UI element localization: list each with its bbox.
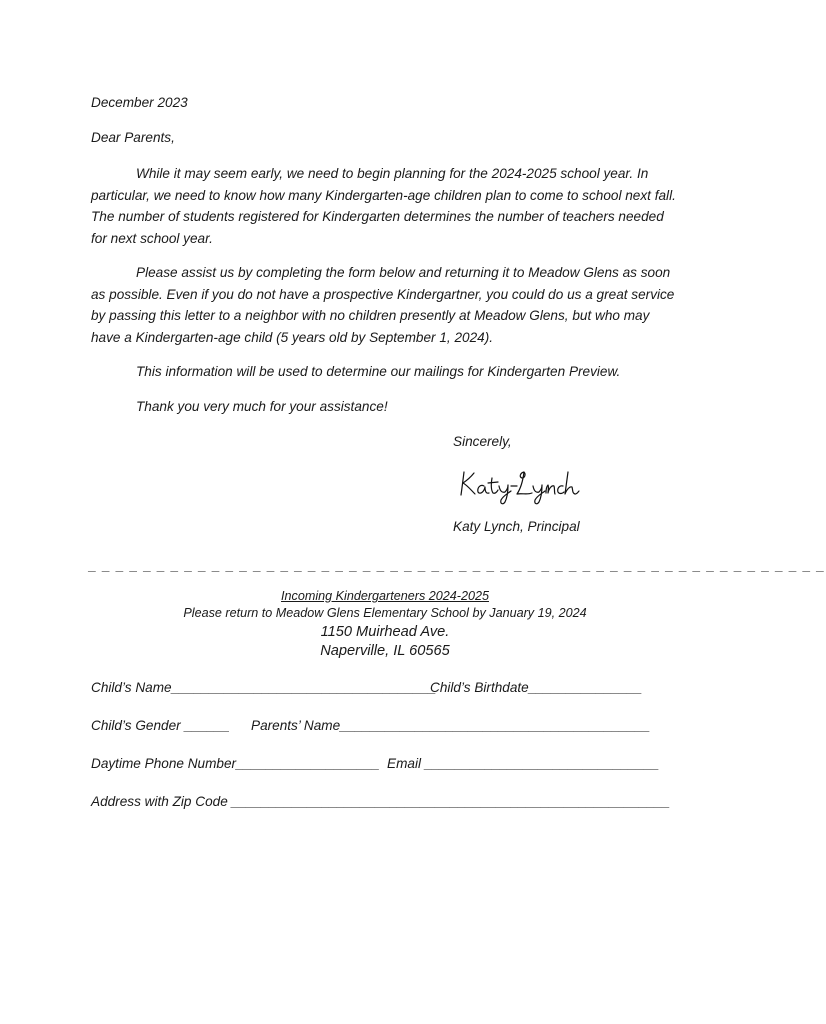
signature-image [457, 464, 582, 506]
school-address-street: 1150 Muirhead Ave. [320, 624, 450, 640]
letter-date: December 2023 [91, 95, 188, 110]
body-paragraph-3: This information will be used to determine our mailings for Kindergarten Preview. [136, 364, 621, 379]
salutation: Dear Parents, [91, 130, 175, 145]
school-address-city: Naperville, IL 60565 [320, 643, 450, 659]
cut-line: _ _ _ _ _ _ _ _ _ _ _ _ _ _ _ _ _ _ _ _ _ _ _ _ _ _ _ _ _ _ _ _ _ _ _ _ _ _ _ _ _ _ _ _ _ _ _ _ _ _ _ _ _ _ [89, 558, 826, 573]
body-paragraph-2: Please assist us by completing the form below and returning it to Meadow Glens as soon as possible. Even if you do not have a prospective Kindergartner, you could do us a great service by passing this letter to a neighbor with no children presently at Meadow Glens, but who may have a Kindergarten-age child (5 years old by September 1, 2024). [91, 265, 675, 346]
body-paragraph-1: While it may seem early, we need to begin planning for the 2024-2025 school year. In particular, we need to know how many Kindergarten-age children plan to come to school next fall. The number of students registered for Kindergarten determines the number of teachers needed for next school year. [91, 166, 676, 247]
child-birthdate-field[interactable]: Child’s Birthdate_______________ [430, 680, 643, 695]
handwritten-signature [457, 464, 582, 509]
body-paragraph-4: Thank you very much for your assistance! [136, 399, 388, 414]
address-zip-field[interactable]: Address with Zip Code __________________________________________________________ [91, 794, 671, 809]
form-return-note: Please return to Meadow Glens Elementary School by January 19, 2024 [183, 606, 587, 620]
form-title: Incoming Kindergarteners 2024-2025 [281, 589, 489, 603]
daytime-phone-field[interactable]: Daytime Phone Number___________________ [91, 756, 380, 771]
parents-name-field[interactable]: Parents’ Name_________________________________________ [251, 718, 651, 733]
child-gender-field[interactable]: Child’s Gender ______ [91, 718, 230, 733]
child-name-field[interactable]: Child’s Name___________________________________ [91, 680, 437, 695]
signer-name-title: Katy Lynch, Principal [453, 519, 580, 534]
closing: Sincerely, [453, 434, 512, 449]
email-field[interactable]: Email _______________________________ [387, 756, 660, 771]
